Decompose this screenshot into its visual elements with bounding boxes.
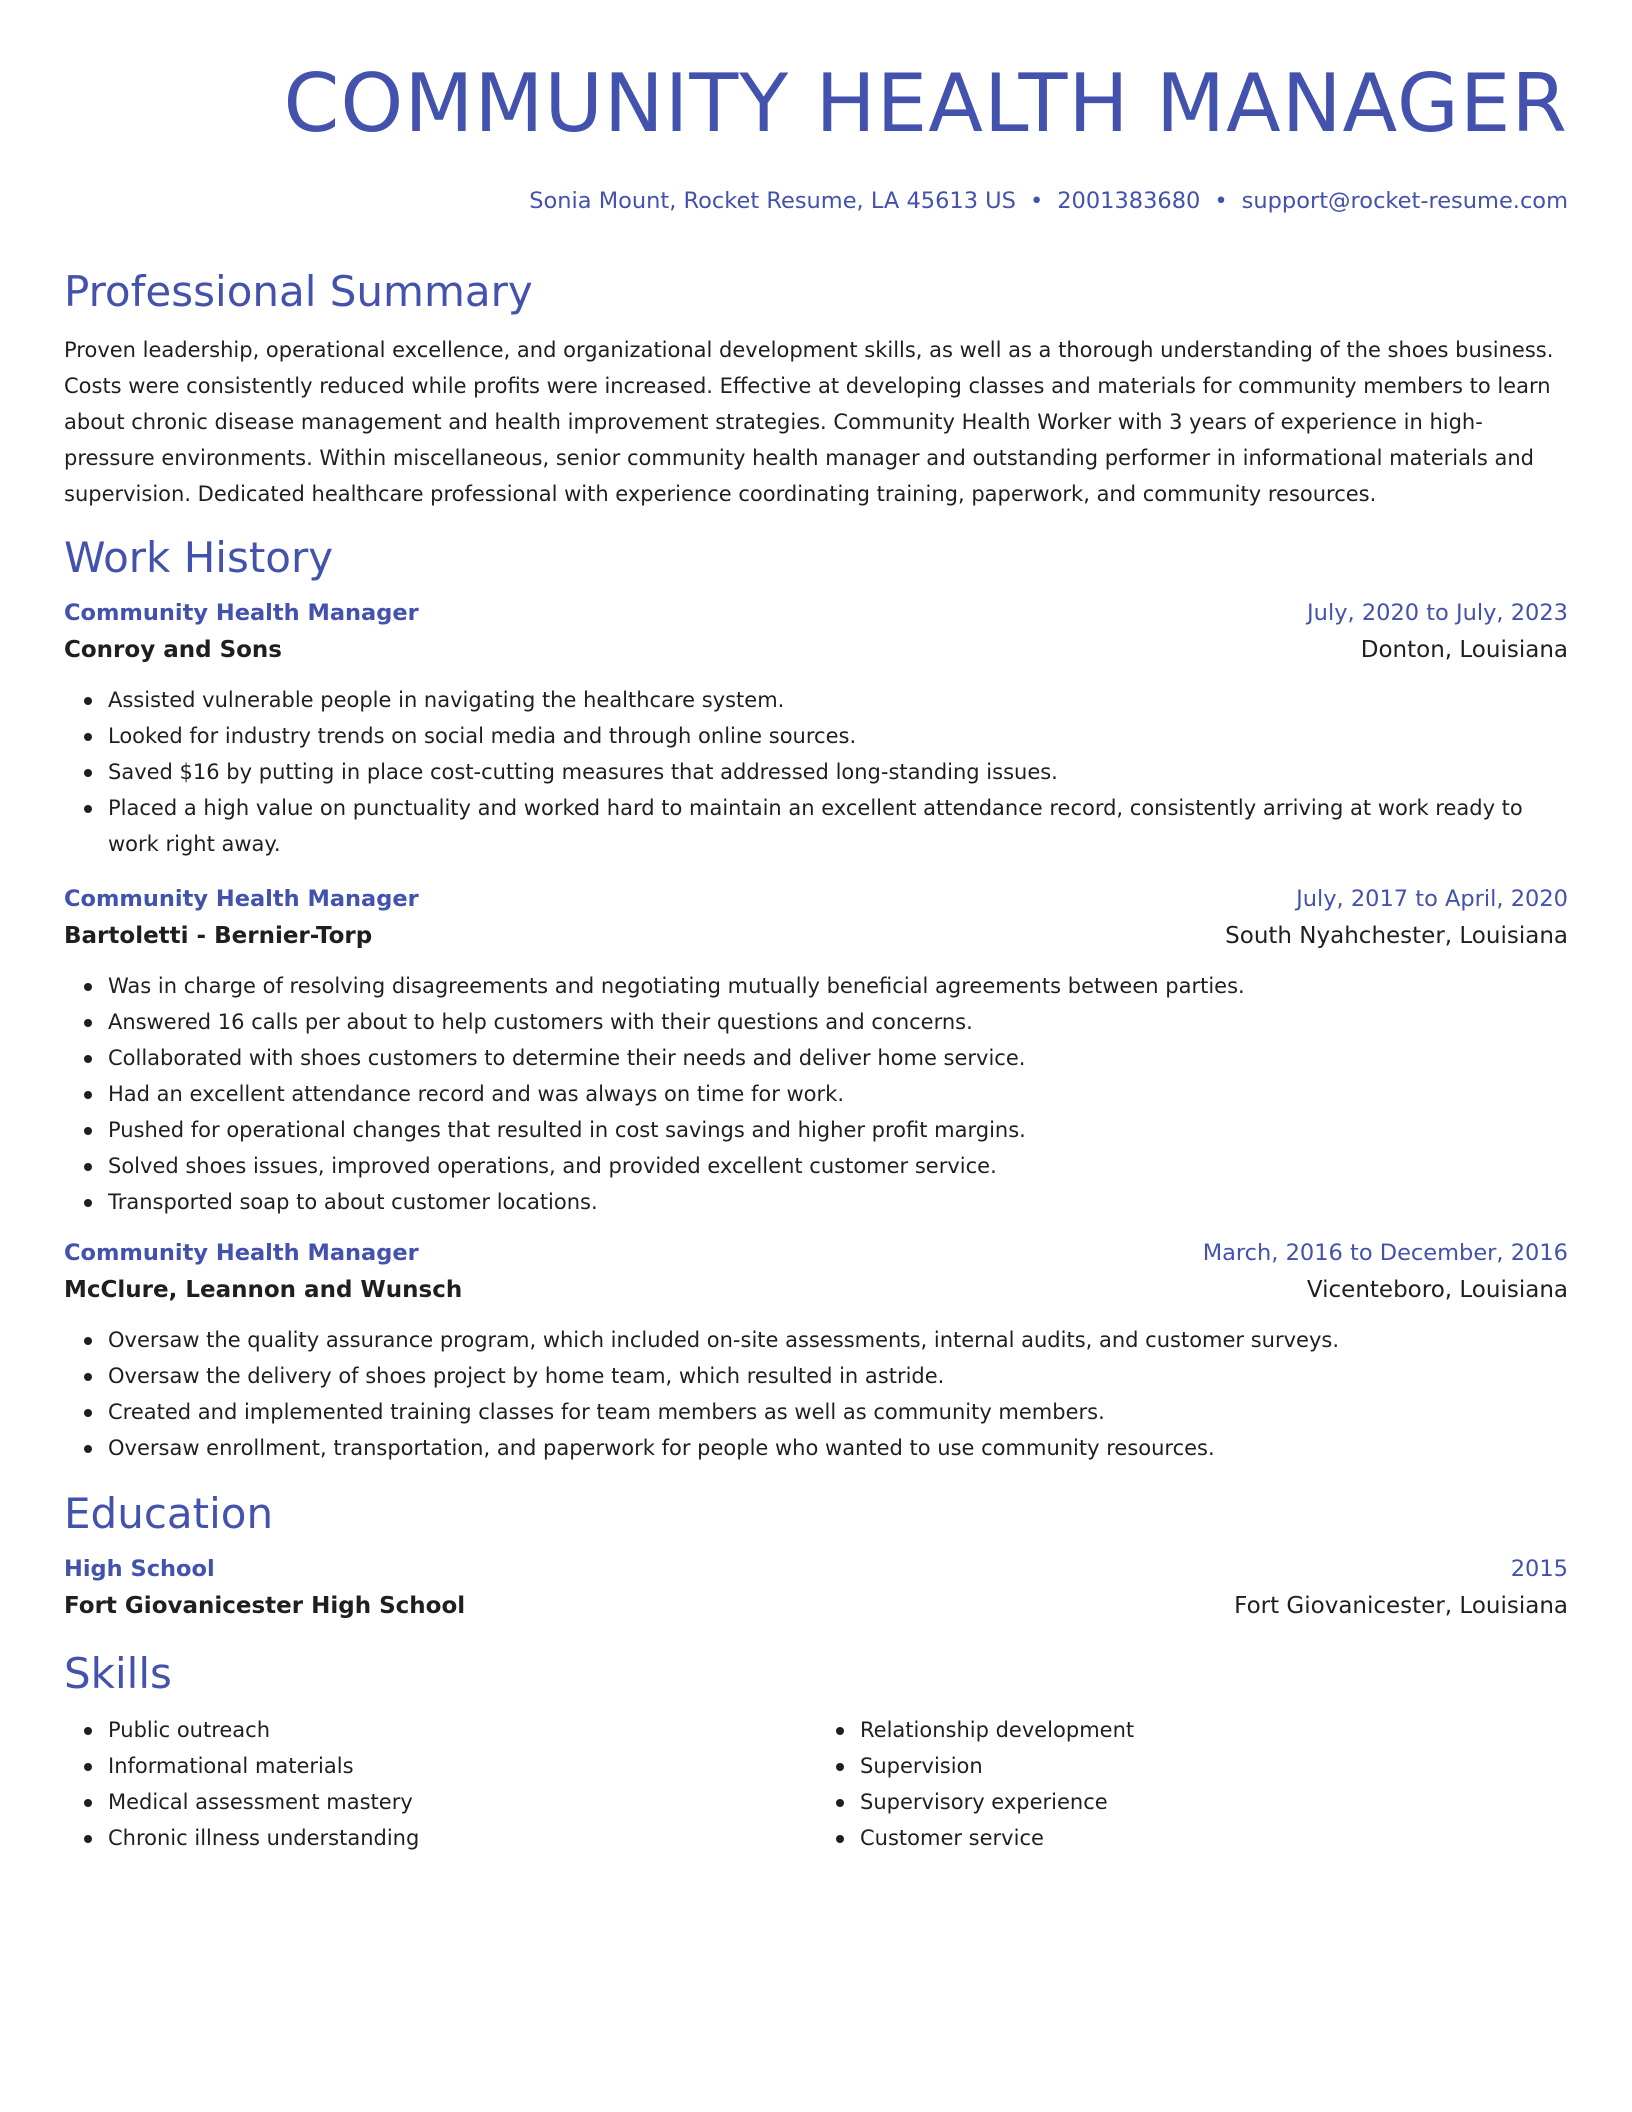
job-title-row: [64, 882, 1568, 916]
education-location: Fort Giovanicester, Louisiana: [1234, 1593, 1568, 1619]
job-location: Donton, Louisiana: [1360, 637, 1568, 663]
job-entry: [64, 596, 1568, 862]
summary-text: Proven leadership, operational excellence, and organizational development skills, as well as a thorough understanding of the shoes business. Costs were consistently reduced while profits were increased. Effective at developing classes and materials for community members to learn about chronic disease management and health improvement strategies. Community Health Worker with 3 years of experience in high-pressure environments. Within miscellaneous, senior community health manager and outstanding performer in informational materials and supervision. Dedicated healthcare professional with experience coordinating training, paperwork, and community resources.: [64, 338, 1554, 506]
job-title: Community Health Manager: [64, 886, 419, 912]
job-location: Vicenteboro, Louisiana: [1306, 1277, 1568, 1303]
contact-separator: •: [1214, 188, 1228, 214]
education-school: Fort Giovanicester High School: [64, 1593, 466, 1619]
job-location: South Nyahchester, Louisiana: [1225, 923, 1568, 949]
resume-header: [64, 0, 1568, 216]
job-bullet: Pushed for operational changes that resulted in cost savings and higher profit margins.: [108, 1112, 1568, 1148]
contact-phone: 2001383680: [1057, 188, 1201, 214]
skills-column-right: [816, 1712, 1568, 1856]
skill-item: Relationship development: [860, 1712, 1568, 1748]
job-dates: July, 2017 to April, 2020: [1296, 886, 1568, 912]
job-title: Community Health Manager: [64, 1240, 419, 1266]
skill-item: Customer service: [860, 1820, 1568, 1856]
skill-item: Informational materials: [108, 1748, 816, 1784]
education-school-row: [64, 1586, 1568, 1626]
skills-heading: Skills: [64, 1649, 172, 1698]
skill-item: Supervision: [860, 1748, 1568, 1784]
job-bullet: Had an excellent attendance record and was always on time for work.: [108, 1076, 1568, 1112]
education-degree: High School: [64, 1556, 215, 1582]
job-bullet: Looked for industry trends on social media and through online sources.: [108, 718, 1568, 754]
job-entry: [64, 1236, 1568, 1466]
job-bullets: [64, 968, 1568, 1220]
job-employer: Conroy and Sons: [64, 637, 282, 663]
contact-email: support@rocket-resume.com: [1241, 188, 1568, 214]
skills-list: [64, 1712, 1568, 1856]
job-bullet: Oversaw the delivery of shoes project by home team, which resulted in astride.: [108, 1358, 1568, 1394]
skill-item: Chronic illness understanding: [108, 1820, 816, 1856]
job-bullets: [64, 682, 1568, 862]
job-bullets: [64, 1322, 1568, 1466]
job-bullet: Saved $16 by putting in place cost-cutting measures that addressed long-standing issues.: [108, 754, 1568, 790]
summary-heading: Professional Summary: [64, 267, 533, 316]
job-bullet: Transported soap to about customer locations.: [108, 1184, 1568, 1220]
job-entry: [64, 882, 1568, 1220]
job-employer: McClure, Leannon and Wunsch: [64, 1277, 463, 1303]
job-title: Community Health Manager: [64, 600, 419, 626]
education-year: 2015: [1510, 1556, 1568, 1582]
job-dates: July, 2020 to July, 2023: [1307, 600, 1568, 626]
education-entry: [64, 1552, 1568, 1626]
skill-item: Supervisory experience: [860, 1784, 1568, 1820]
contact-address: Sonia Mount, Rocket Resume, LA 45613 US: [529, 188, 1016, 214]
job-bullet: Answered 16 calls per about to help customers with their questions and concerns.: [108, 1004, 1568, 1040]
job-title-row: [64, 1236, 1568, 1270]
work-history-heading: Work History: [64, 533, 334, 582]
job-employer: Bartoletti - Bernier-Torp: [64, 923, 373, 949]
job-bullet: Was in charge of resolving disagreements and negotiating mutually beneficial agreements between parties.: [108, 968, 1568, 1004]
job-bullet: Assisted vulnerable people in navigating the healthcare system.: [108, 682, 1568, 718]
skills-column-left: [64, 1712, 816, 1856]
job-dates: March, 2016 to December, 2016: [1202, 1240, 1568, 1266]
job-employer-row: [64, 630, 1568, 670]
resume-title: COMMUNITY HEALTH MANAGER: [283, 57, 1568, 150]
job-employer-row: [64, 916, 1568, 956]
skill-item: Medical assessment mastery: [108, 1784, 816, 1820]
job-bullet: Collaborated with shoes customers to determine their needs and deliver home service.: [108, 1040, 1568, 1076]
job-bullet: Solved shoes issues, improved operations, and provided excellent customer service.: [108, 1148, 1568, 1184]
education-heading: Education: [64, 1489, 274, 1538]
contact-separator: •: [1029, 188, 1044, 214]
job-bullet: Placed a high value on punctuality and worked hard to maintain an excellent attendance record, consistently arriving at work ready to work right away.: [108, 790, 1568, 862]
education-degree-row: [64, 1552, 1568, 1586]
job-bullet: Created and implemented training classes for team members as well as community members.: [108, 1394, 1568, 1430]
job-employer-row: [64, 1270, 1568, 1310]
skill-item: Public outreach: [108, 1712, 816, 1748]
job-bullet: Oversaw the quality assurance program, which included on-site assessments, internal audits, and customer surveys.: [108, 1322, 1568, 1358]
contact-line: [64, 186, 1568, 216]
job-bullet: Oversaw enrollment, transportation, and paperwork for people who wanted to use community resources.: [108, 1430, 1568, 1466]
job-title-row: [64, 596, 1568, 630]
